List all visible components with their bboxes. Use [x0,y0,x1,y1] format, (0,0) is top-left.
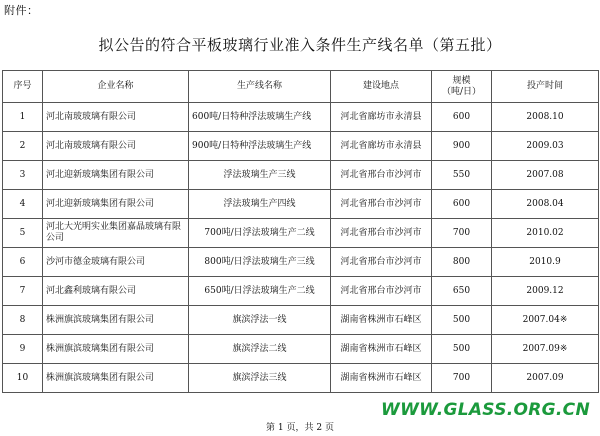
table-row [3,277,599,306]
cell-index: 8 [3,306,43,335]
table-row [3,161,599,190]
col-header-line-name: 生产线名称 [189,71,331,103]
col-header-index: 序号 [3,71,43,103]
cell-line-name: 800吨/日浮法玻璃生产三线 [189,248,331,277]
cell-location: 河北省廊坊市永清县 [331,103,432,132]
cell-company: 河北迎新玻璃集团有限公司 [43,190,189,219]
document-title: 拟公告的符合平板玻璃行业准入条件生产线名单（第五批） [98,36,502,54]
cell-location: 河北省廊坊市永清县 [331,132,432,161]
cell-start-date: 2008.04 [492,190,599,219]
cell-line-name: 旗滨浮法一线 [189,306,331,335]
site-watermark: WWW.GLASS.ORG.CN [381,400,590,420]
cell-index: 2 [3,132,43,161]
cell-capacity: 600 [432,103,492,132]
table-row [3,306,599,335]
cell-location: 河北省邢台市沙河市 [331,219,432,248]
cell-location: 湖南省株洲市石峰区 [331,364,432,393]
col-header-company: 企业名称 [43,71,189,103]
cell-company: 株洲旗滨玻璃集团有限公司 [43,364,189,393]
cell-index: 1 [3,103,43,132]
cell-start-date: 2009.03 [492,132,599,161]
cell-company: 河北大光明实业集团嘉晶玻璃有限公司 [43,219,189,248]
cell-location: 河北省邢台市沙河市 [331,190,432,219]
cell-index: 6 [3,248,43,277]
table-row [3,219,599,248]
cell-index: 10 [3,364,43,393]
cell-line-name: 旗滨浮法三线 [189,364,331,393]
table-header-row [3,71,599,103]
cell-start-date: 2007.09 [492,364,599,393]
cell-start-date: 2008.10 [492,103,599,132]
cell-line-name: 650吨/日浮法玻璃生产二线 [189,277,331,306]
cell-capacity: 500 [432,335,492,364]
table-row [3,103,599,132]
col-header-location: 建设地点 [331,71,432,103]
cell-company: 株洲旗滨玻璃集团有限公司 [43,306,189,335]
table-row [3,364,599,393]
production-line-table [2,70,599,393]
cell-capacity: 800 [432,248,492,277]
cell-capacity: 900 [432,132,492,161]
cell-line-name: 浮法玻璃生产四线 [189,190,331,219]
cell-capacity: 700 [432,364,492,393]
cell-index: 4 [3,190,43,219]
cell-capacity: 550 [432,161,492,190]
cell-capacity: 600 [432,190,492,219]
table-row [3,132,599,161]
cell-line-name: 浮法玻璃生产三线 [189,161,331,190]
cell-line-name: 900吨/日特种浮法玻璃生产线 [189,132,331,161]
cell-company: 株洲旗滨玻璃集团有限公司 [43,335,189,364]
cell-start-date: 2010.02 [492,219,599,248]
cell-index: 7 [3,277,43,306]
cell-start-date: 2007.09※ [492,335,599,364]
cell-location: 河北省邢台市沙河市 [331,277,432,306]
cell-start-date: 2009.12 [492,277,599,306]
cell-start-date: 2007.08 [492,161,599,190]
cell-line-name: 旗滨浮法二线 [189,335,331,364]
page-number: 第 1 页，共 2 页 [266,423,334,433]
cell-start-date: 2007.04※ [492,306,599,335]
cell-start-date: 2010.9 [492,248,599,277]
cell-location: 河北省邢台市沙河市 [331,161,432,190]
cell-capacity: 650 [432,277,492,306]
cell-index: 5 [3,219,43,248]
cell-company: 河北鑫利玻璃有限公司 [43,277,189,306]
attachment-label: 附件： [4,4,39,17]
cell-line-name: 600吨/日特种浮法玻璃生产线 [189,103,331,132]
cell-company: 沙河市德金玻璃有限公司 [43,248,189,277]
cell-line-name: 700吨/日浮法玻璃生产二线 [189,219,331,248]
cell-company: 河北南玻玻璃有限公司 [43,103,189,132]
cell-capacity: 500 [432,306,492,335]
cell-capacity: 700 [432,219,492,248]
cell-company: 河北南玻玻璃有限公司 [43,132,189,161]
cell-index: 9 [3,335,43,364]
cell-company: 河北迎新玻璃集团有限公司 [43,161,189,190]
cell-index: 3 [3,161,43,190]
cell-location: 湖南省株洲市石峰区 [331,306,432,335]
table-row [3,190,599,219]
col-header-capacity: 规模 （吨/日） [432,71,492,103]
col-header-start-date: 投产时间 [492,71,599,103]
table-row [3,248,599,277]
cell-location: 河北省邢台市沙河市 [331,248,432,277]
cell-location: 湖南省株洲市石峰区 [331,335,432,364]
table-row [3,335,599,364]
